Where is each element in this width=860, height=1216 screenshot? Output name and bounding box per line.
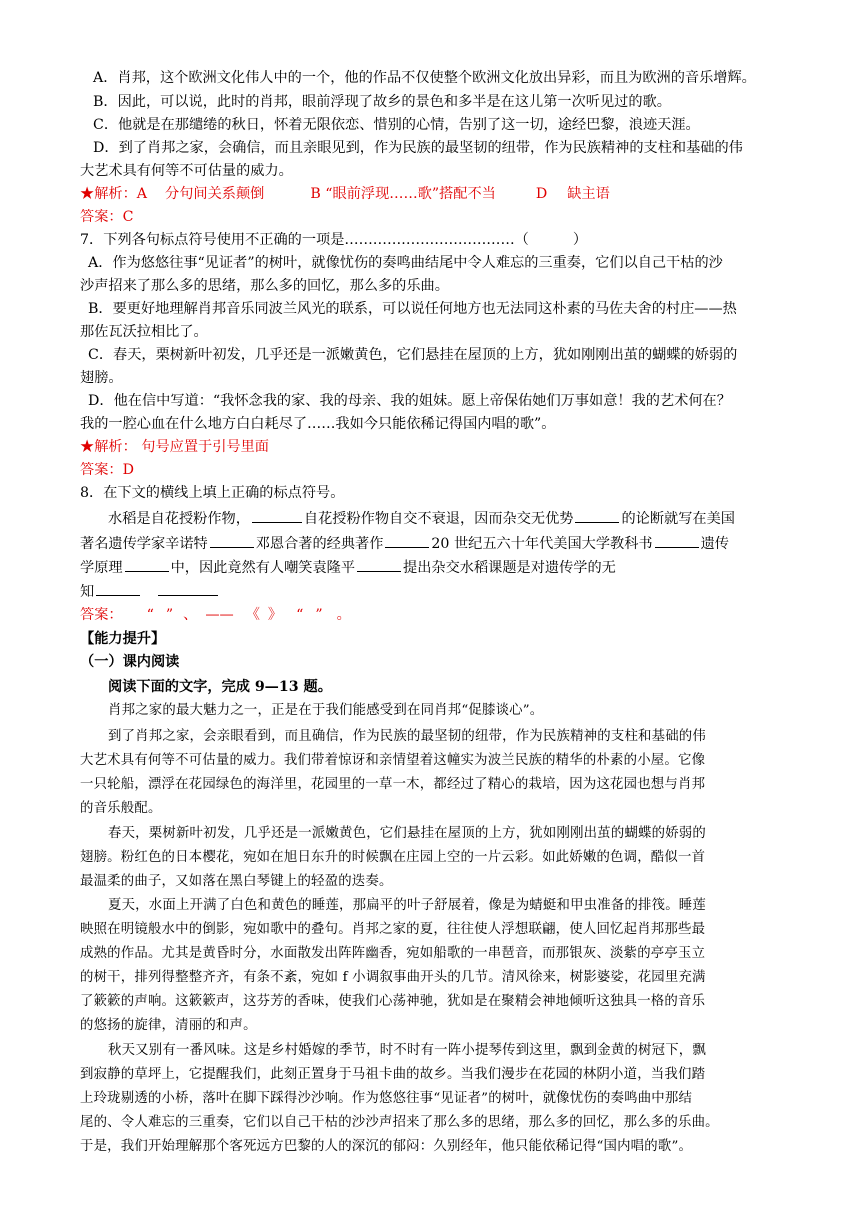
q6-option-d-line1: D．到了肖邦之家，会确信，而且亲眼见到，作为民族的最坚韧的纽带，作为民族精神的支柱和基础的伟 bbox=[93, 140, 743, 156]
q6-analysis-item3: D bbox=[535, 186, 548, 202]
q8-line1 bbox=[108, 507, 735, 530]
passage-p3-line1: 春天，栗树新叶初发，几乎还是一派嫩黄色，它们悬挂在屋顶的上方，犹如刚刚出茧的蝴蝶的娇弱的 bbox=[108, 826, 706, 841]
passage-p3-line3: 最温柔的曲子，又如落在黑白琴键上的轻盈的迭奏。 bbox=[80, 874, 393, 889]
q8-line2 bbox=[80, 532, 729, 555]
q8-answer-mark: 《 bbox=[245, 607, 260, 623]
passage-p5-line3: 上玲珑剔透的小桥，落叶在脚下踩得沙沙响。作为悠悠往事“见证者”的树叶，就像忧伤的奏鸣曲中那结 bbox=[80, 1091, 693, 1106]
q8-blank-5[interactable] bbox=[655, 532, 699, 548]
passage-p5-line4: 尾的、令人难忘的三重奏，它们以自己干枯的沙沙声招来了那么多的思绪，那么多的回忆，那么多的乐曲。 bbox=[80, 1115, 719, 1130]
q8-seg11: 知 bbox=[80, 584, 95, 600]
q7-stem bbox=[80, 229, 587, 251]
q8-answer-mark: —— bbox=[205, 607, 234, 623]
q8-seg9: 中，因此竟然有人嘲笑袁隆平 bbox=[170, 560, 356, 576]
passage-p2-line3: 一只轮船，漂浮在花园绿色的海洋里，花园里的一草一木，都经过了精心的栽培，因为这花园也想与肖邦 bbox=[80, 777, 706, 792]
q8-blank-3[interactable] bbox=[210, 532, 254, 548]
q7-stem-text: 7．下列各句标点符号使用不正确的一项是………………………………（ bbox=[80, 232, 529, 248]
q6-analysis-label: ★解析：A bbox=[80, 186, 147, 202]
section-subheading: （一）课内阅读 bbox=[80, 654, 180, 670]
q8-blank-2[interactable] bbox=[575, 507, 619, 523]
q7-option-a-line2: 沙声招来了那么多的思绪，那么多的回忆，那么多的乐曲。 bbox=[80, 278, 449, 294]
q8-seg8: 学原理 bbox=[80, 560, 123, 576]
q6-analysis-item1: 分句间关系颠倒 bbox=[165, 186, 265, 202]
q7-option-c-line1: C．春天，栗树新叶初发，几乎还是一派嫩黄色，它们悬挂在屋顶的上方，犹如刚刚出茧的蝴蝶的娇弱的 bbox=[88, 347, 738, 363]
passage-p2-line4: 的音乐般配。 bbox=[80, 801, 162, 816]
q8-answer bbox=[80, 604, 351, 626]
q8-seg2: 自花授粉作物自交不衰退，因而杂交无优势 bbox=[303, 511, 574, 527]
passage-p4-line3: 成熟的作品。尤其是黄昏时分，水面散发出阵阵幽香，宛如船歌的一串琶音，而那银灰、淡紫的亭亭玉立 bbox=[80, 946, 706, 961]
q7-option-b-line1: B．要更好地理解肖邦音乐同波兰风光的联系，可以说任何地方也无法同这朴素的马佐夫舍的村庄——热 bbox=[88, 301, 737, 317]
q7-option-d-line1: D．他在信中写道：“我怀念我的家、我的母亲、我的姐妹。愿上帝保佑她们万事如意！我的艺术何在？ bbox=[88, 393, 731, 409]
passage-p4-line2: 映照在明镜般水中的倒影，宛如歌中的叠句。肖邦之家的夏，往往使人浮想联翩，使人回忆起肖邦那些最 bbox=[80, 922, 706, 937]
q8-blank-9[interactable] bbox=[158, 580, 218, 596]
passage-p5-line2: 到寂静的草坪上，它提醒我们，此刻正置身于马祖卡曲的故乡。当我们漫步在花园的林阴小道，当我们踏 bbox=[80, 1067, 706, 1082]
q8-answer-mark: 、 bbox=[183, 607, 198, 623]
q8-blank-7[interactable] bbox=[357, 556, 401, 572]
q7-stem-close: ） bbox=[572, 232, 588, 248]
passage-p4-line1: 夏天，水面上开满了白色和黄色的睡莲，那扁平的叶子舒展着，像是为蜻蜓和甲虫准备的排筏。睡莲 bbox=[108, 898, 706, 913]
q6-option-a: A．肖邦，这个欧洲文化伟人中的一个，他的作品不仅使整个欧洲文化放出异彩，而且为欧洲的音乐增辉。 bbox=[93, 70, 756, 86]
q6-answer: 答案：C bbox=[80, 209, 134, 225]
q8-answer-mark: “ bbox=[146, 607, 154, 623]
q8-line4 bbox=[80, 580, 220, 603]
q8-blank-6[interactable] bbox=[125, 556, 169, 572]
q6-analysis-item2: B “眼前浮现……歌”搭配不当 bbox=[310, 186, 496, 202]
q8-seg4: 著名遗传学家辛诺特 bbox=[80, 536, 208, 552]
passage-p1: 肖邦之家的最大魅力之一，正是在于我们能感受到在同肖邦“促膝谈心”。 bbox=[108, 703, 544, 718]
q6-analysis bbox=[80, 183, 610, 205]
q8-answer-mark: ” bbox=[165, 607, 174, 623]
q8-answer-mark: ” bbox=[315, 607, 323, 623]
q7-answer: 答案：D bbox=[80, 462, 134, 478]
q8-answer-mark: 》 bbox=[267, 607, 283, 623]
q7-option-a-line1: A．作为悠悠往事“见证者”的树叶，就像忧伤的奏鸣曲结尾中令人难忘的三重奏，它们以自己干枯的沙 bbox=[88, 255, 723, 271]
q8-answer-label: 答案： bbox=[80, 607, 123, 623]
q8-stem: 8．在下文的横线上填上正确的标点符号。 bbox=[80, 485, 345, 501]
q8-answer-mark: 。 bbox=[336, 607, 351, 623]
passage-p2-line2: 大艺术具有何等不可估量的威力。我们带着惊讶和亲情望着这幢实为波兰民族的精华的朴素的小屋。它像 bbox=[80, 753, 706, 768]
q8-blank-4[interactable] bbox=[385, 532, 429, 548]
passage-p4-line6: 的悠扬的旋律，清丽的和声。 bbox=[80, 1018, 257, 1033]
q8-blank-1[interactable] bbox=[252, 507, 302, 523]
q8-seg7: 遗传 bbox=[700, 536, 729, 552]
passage-p4-line4: 的树干，排列得整整齐齐，有条不紊，宛如 f 小调叙事曲开头的几节。清风徐来，树影婆娑，花园里充满 bbox=[80, 970, 706, 985]
q8-seg5: 邓恩合著的经典著作 bbox=[255, 536, 384, 552]
q6-analysis-item4: 缺主语 bbox=[567, 186, 610, 202]
passage-p4-line5: 了簌簌的声响。这簌簌声，这芬芳的香味，使我们心荡神驰，犹如是在聚精会神地倾听这独具一格的音乐 bbox=[80, 994, 706, 1009]
reading-instruction: 阅读下面的文字，完成 9—13 题。 bbox=[108, 679, 332, 695]
passage-p2-line1: 到了肖邦之家，会亲眼看到，而且确信，作为民族的最坚韧的纽带，作为民族精神的支柱和基础的伟 bbox=[108, 729, 706, 744]
q7-option-d-line2: 我的一腔心血在什么地方白白耗尽了……我如今只能依稀记得国内唱的歌”。 bbox=[80, 416, 556, 432]
q7-analysis: ★解析： 句号应置于引号里面 bbox=[80, 439, 269, 455]
passage-p5-line1: 秋天又别有一番风味。这是乡村婚嫁的季节，时不时有一阵小提琴传到这里，飘到金黄的树冠下，飘 bbox=[108, 1043, 706, 1058]
q6-option-b: B．因此，可以说，此时的肖邦，眼前浮现了故乡的景色和多半是在这儿第一次听见过的歌。 bbox=[93, 94, 671, 110]
q8-answer-mark: “ bbox=[296, 607, 304, 623]
passage-p3-line2: 翅膀。粉红色的日本樱花，宛如在旭日东升的时候飘在庄园上空的一片云彩。如此娇嫩的色调，酷似一首 bbox=[80, 850, 706, 865]
q8-seg3: 的论断就写在美国 bbox=[621, 511, 735, 527]
q7-option-c-line2: 翅膀。 bbox=[80, 370, 123, 386]
q8-seg1: 水稻是自花授粉作物， bbox=[108, 511, 250, 527]
q8-seg6: 20 世纪五六十年代美国大学教科书 bbox=[431, 536, 653, 552]
q8-seg10: 提出杂交水稻课题是对遗传学的无 bbox=[403, 560, 616, 576]
q6-option-c: C．他就是在那缱绻的秋日，怀着无限依恋、惜别的心情，告别了这一切，途经巴黎，浪迹天涯。 bbox=[93, 117, 700, 133]
section-heading: 【能力提升】 bbox=[80, 631, 166, 647]
q7-option-b-line2: 那佐瓦沃拉相比了。 bbox=[80, 324, 208, 340]
q6-option-d-line2: 大艺术具有何等不可估量的威力。 bbox=[80, 163, 293, 179]
q8-line3 bbox=[80, 556, 616, 579]
passage-p5-line5: 于是，我们开始理解那个客死远方巴黎的人的深沉的郁闷：久别经年，他只能依稀记得“国内唱的歌”。 bbox=[80, 1139, 693, 1154]
q8-blank-8[interactable] bbox=[96, 580, 140, 596]
